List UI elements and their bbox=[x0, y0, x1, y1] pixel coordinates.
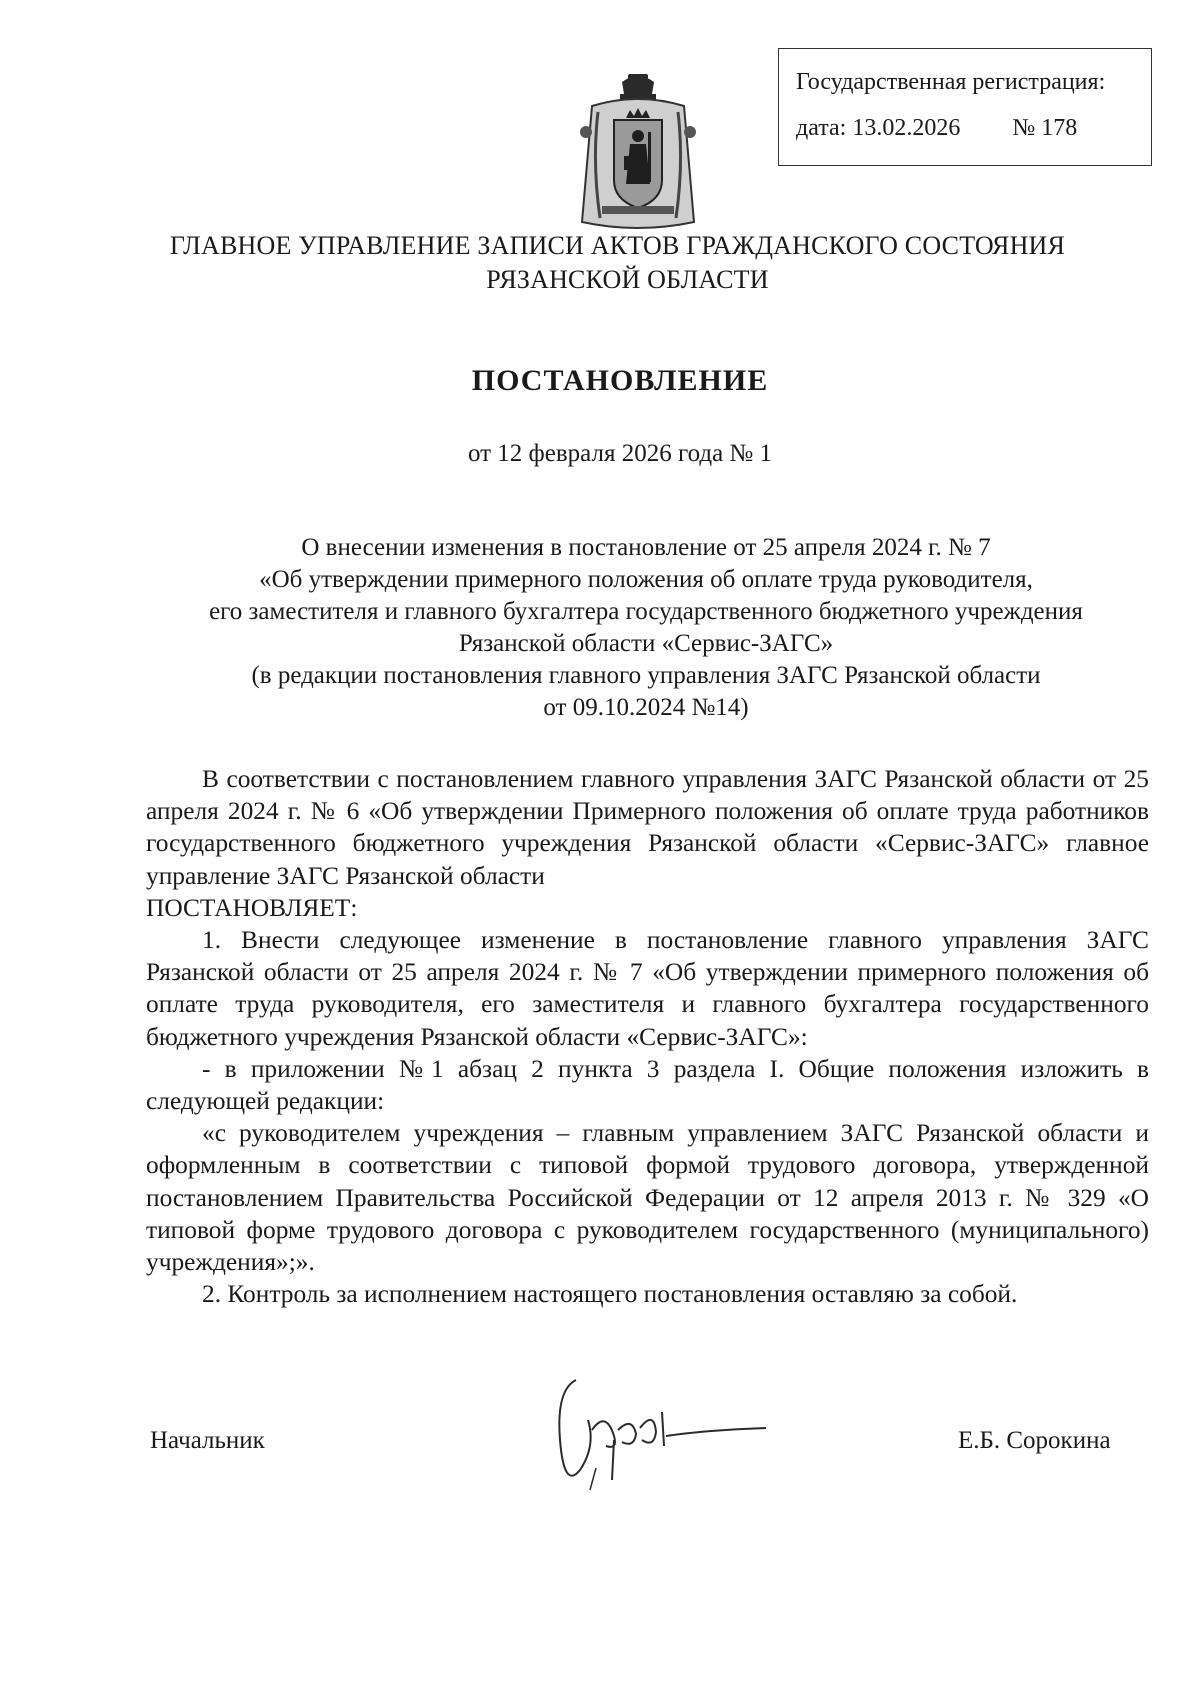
handwritten-signature bbox=[536, 1350, 786, 1510]
registration-number: № 178 bbox=[1012, 115, 1078, 141]
org-title-line2: РЯЗАНСКОЙ ОБЛАСТИ bbox=[486, 265, 769, 294]
document-subject bbox=[140, 532, 1152, 724]
subject-line: «Об утверждении примерного положения об оплате труда руководителя, bbox=[259, 566, 1033, 593]
registration-label: Государственная регистрация: bbox=[796, 69, 1106, 95]
registration-details bbox=[796, 115, 1077, 142]
item-1-subpoint: - в приложении №1 абзац 2 пункта 3 раздела I. Общие положения изложить в следующей редакции: bbox=[146, 1054, 1149, 1116]
registration-box bbox=[778, 48, 1152, 166]
subject-line: от 09.10.2024 №14) bbox=[543, 694, 749, 721]
subject-line: (в редакции постановления главного управления ЗАГС Рязанской области bbox=[251, 662, 1041, 689]
ryazan-coat-of-arms-icon bbox=[562, 72, 714, 232]
org-title-line1: ГЛАВНОЕ УПРАВЛЕНИЕ ЗАПИСИ АКТОВ ГРАЖДАНСКОГО СОСТОЯНИЯ bbox=[169, 231, 1066, 260]
preamble-paragraph: В соответствии с постановлением главного управления ЗАГС Рязанской области от 25 апреля 2024 г. № 6 «Об утверждении Примерного положения об оплате труда работников государственного бюджетного учреждения Рязанской области «Сервис-ЗАГС» главное управление ЗАГС Рязанской области bbox=[146, 765, 1149, 890]
signatory-position: Начальник bbox=[150, 1427, 265, 1454]
document-type: ПОСТАНОВЛЕНИЕ bbox=[471, 364, 769, 397]
document-body bbox=[146, 763, 1149, 1310]
subject-line: Рязанской области «Сервис-ЗАГС» bbox=[458, 630, 834, 657]
signatory-name: Е.Б. Сорокина bbox=[958, 1427, 1111, 1454]
registration-date: дата: 13.02.2026 bbox=[796, 115, 961, 141]
subject-line: О внесении изменения в постановление от 25 апреля 2024 г. № 7 bbox=[301, 534, 991, 561]
item-2: 2. Контроль за исполнением настоящего постановления оставляю за собой. bbox=[202, 1280, 1018, 1309]
item-1: 1. Внести следующее изменение в постановление главного управления ЗАГС Рязанской области от 25 апреля 2024 г. № 7 «Об утверждении примерного положения об оплате труда руководителя, его заместителя и главного бухгалтера государственного бюджетного учреждения Рязанской области «Сервис-ЗАГС»: bbox=[146, 926, 1149, 1051]
document-date: от 12 февраля 2026 года № 1 bbox=[467, 440, 773, 467]
subject-line: его заместителя и главного бухгалтера государственного бюджетного учреждения bbox=[209, 598, 1083, 625]
item-1-quote: «с руководителем учреждения – главным управлением ЗАГС Рязанской области и оформленным в соответствии с типовой формой трудового договора, утвержденной постановлением Правительства Российской Федерации от 12 апреля 2013 г. № 329 «О типовой форме трудового договора с руководителем государственного (муниципального) учреждения»;». bbox=[146, 1119, 1149, 1277]
decree-word: ПОСТАНОВЛЯЕТ: bbox=[146, 893, 358, 922]
